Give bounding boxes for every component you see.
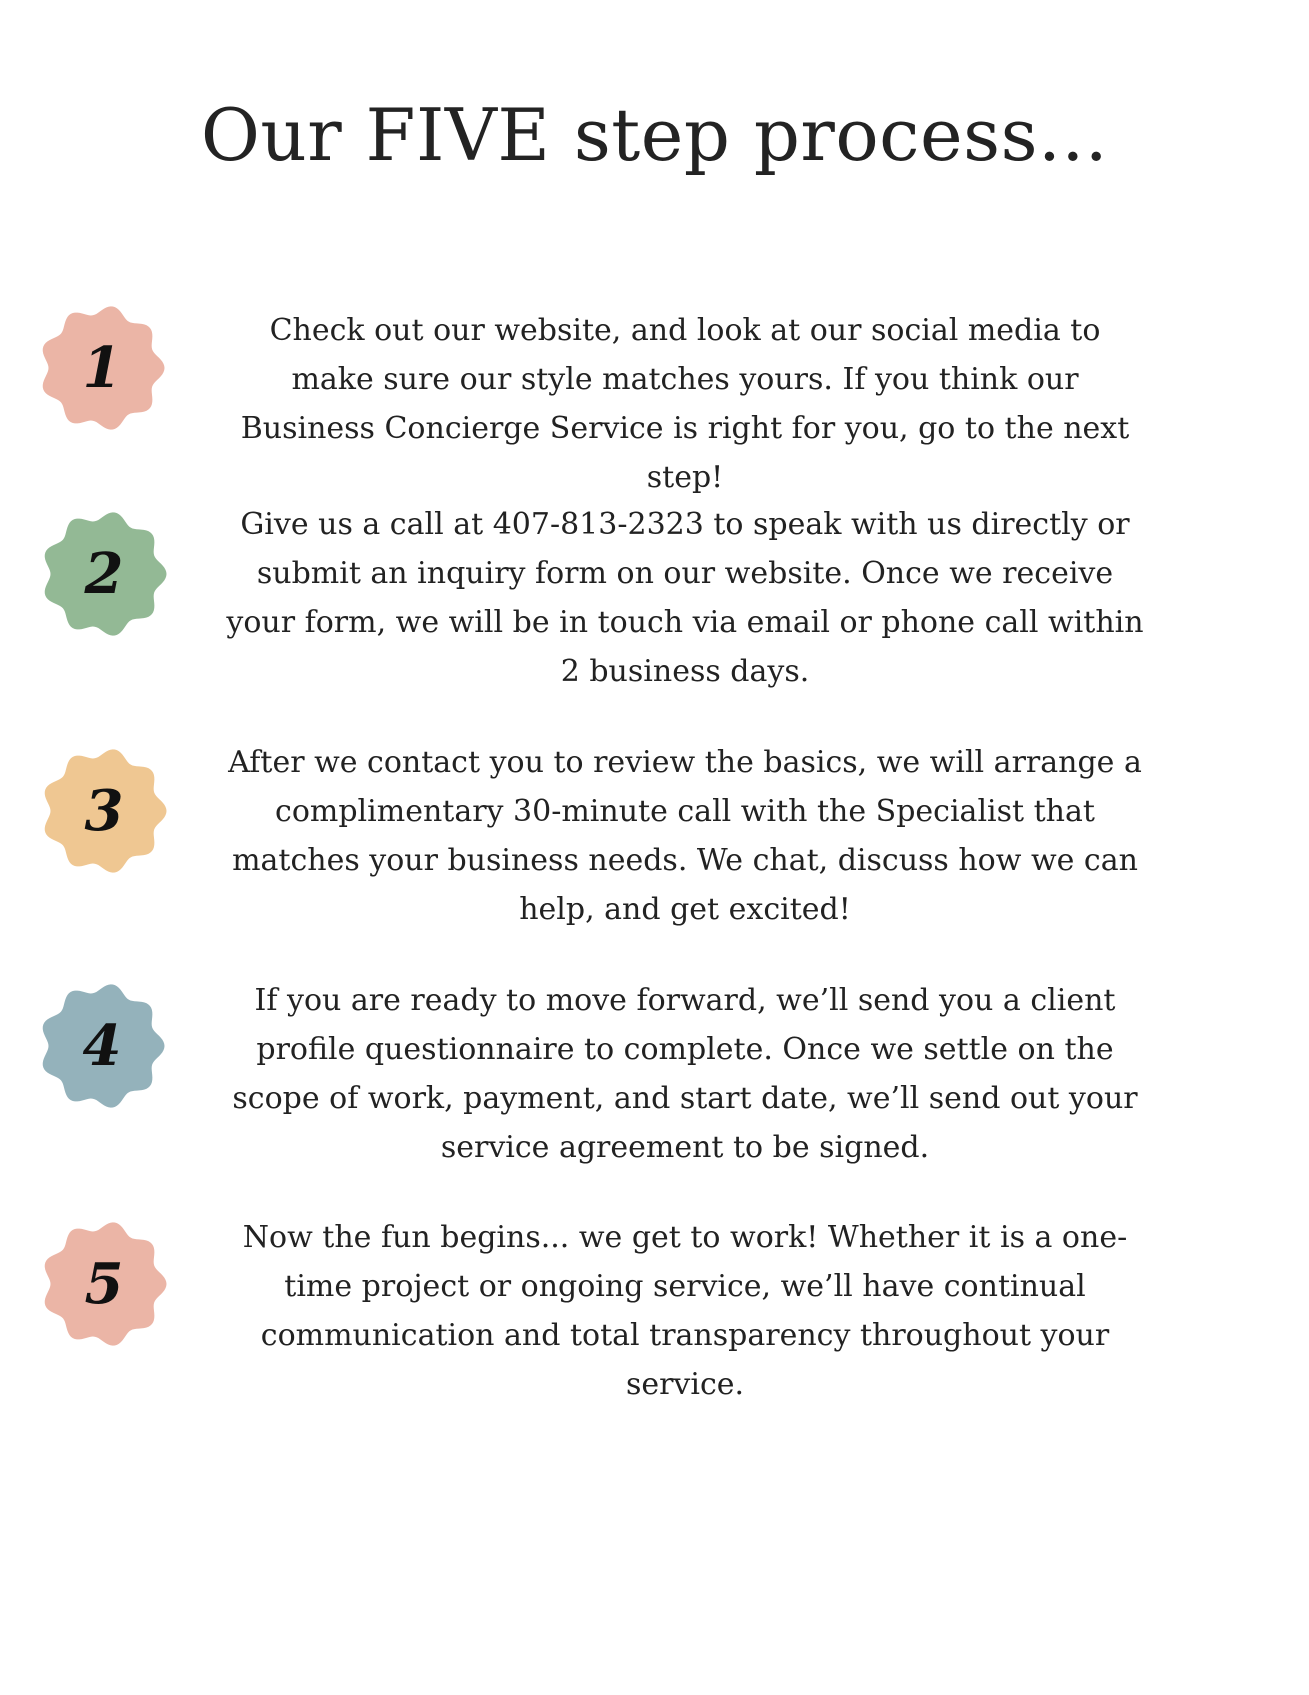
step-1-text: Check out our website, and look at our social media to make sure our style matches yours. If you think our Business Concierge Service is right for you, go to the next step! — [240, 313, 1130, 495]
step-2-text: Give us a call at 407-813-2323 to speak with us directly or submit an inquiry form on our website. Once we receive your form, we will be in touch via email or phone call within 2 business days. — [226, 507, 1144, 689]
step-2-badge — [38, 508, 170, 640]
step-5-number: 5 — [84, 1251, 124, 1317]
step-3-badge — [38, 745, 170, 877]
step-4-badge — [36, 980, 168, 1112]
page-title: Our FIVE step process... — [200, 93, 1109, 177]
step-3-number: 3 — [84, 778, 124, 844]
step-2-number: 2 — [84, 541, 124, 607]
step-4-text: If you are ready to move forward, we’ll send you a client profile questionnaire to complete. Once we settle on the scope of work, payment, and start date, we’ll send out your service agreement to be signed. — [232, 983, 1138, 1165]
step-3-text: After we contact you to review the basics, we will arrange a complimentary 30-minute call with the Specialist that matches your business needs. We chat, discuss how we can help, and get excited! — [228, 745, 1142, 927]
step-1-number: 1 — [82, 335, 122, 401]
step-5-badge — [38, 1218, 170, 1350]
step-4-number: 4 — [82, 1013, 122, 1079]
step-1-badge — [36, 302, 168, 434]
step-5-text: Now the fun begins... we get to work! Whether it is a one-time project or ongoing service, we’ll have continual communication and total transparency throughout your service. — [242, 1220, 1128, 1402]
